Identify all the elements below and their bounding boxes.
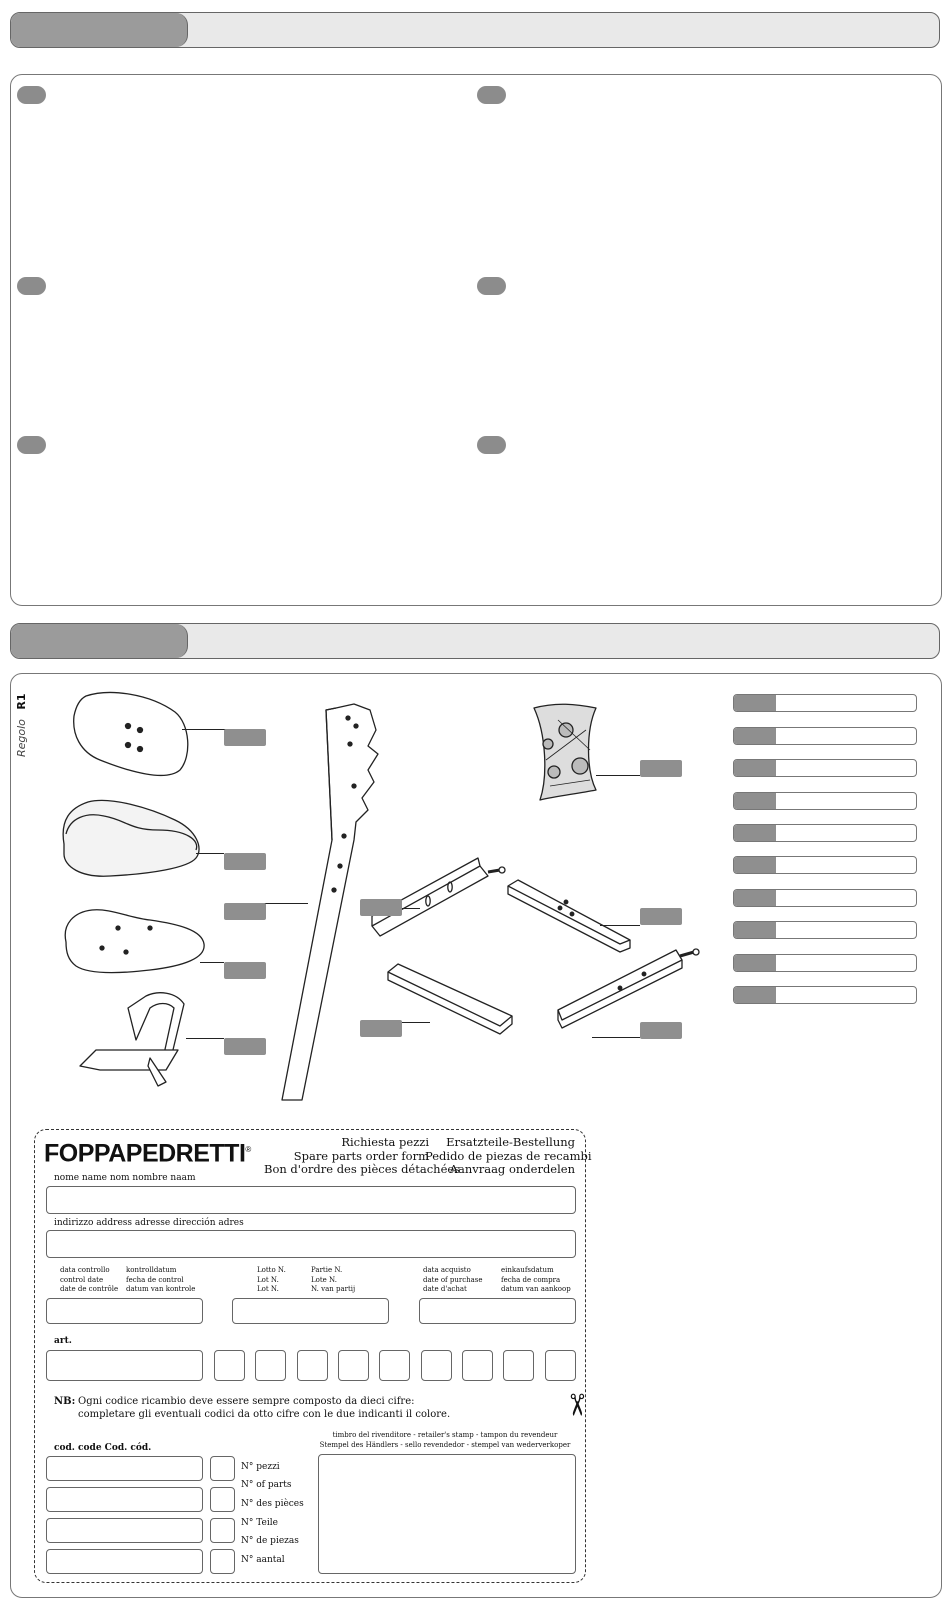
- section-header-bar-parts: [10, 623, 940, 659]
- address-label: indirizzo address adresse dirección adres: [54, 1218, 244, 1228]
- parts-legend-row: [733, 694, 917, 712]
- part-seat-cushioned: [63, 800, 199, 876]
- parts-legend-row: [733, 889, 917, 907]
- pieces-label: N° de piezas: [241, 1536, 299, 1546]
- pieces-label: N° des pièces: [241, 1499, 304, 1509]
- scissors-icon: ✂: [558, 1392, 594, 1418]
- control-date-label: data controllo control date date de contrôle: [60, 1266, 119, 1293]
- language-marker: [477, 86, 506, 104]
- section-header-tab: [11, 13, 188, 47]
- article-field[interactable]: [46, 1350, 203, 1381]
- part-label-footrest: [224, 1038, 266, 1055]
- leader-line: [186, 1038, 224, 1039]
- parts-legend-row: [733, 921, 917, 939]
- brand-logo: FOPPAPEDRETTI®: [44, 1139, 251, 1168]
- stamp-label-line2: Stempel des Händlers - sello revendedor - stempel van wederverkoper: [319, 1441, 571, 1449]
- parts-legend-row: [733, 727, 917, 745]
- quantity-field[interactable]: [210, 1456, 235, 1481]
- code-label: cod. code Cod. cód.: [54, 1443, 152, 1453]
- section-header-bar-top: [10, 12, 940, 48]
- pieces-label: N° pezzi: [241, 1462, 280, 1472]
- section-header-tab: [11, 624, 188, 658]
- part-label-crossbar-lower-right: [640, 1022, 682, 1039]
- purchase-date-label-alt: einkaufsdatum fecha de compra datum van aankoop: [501, 1266, 571, 1293]
- retailer-stamp-box[interactable]: [318, 1454, 576, 1574]
- part-footrest: [128, 993, 184, 1054]
- part-code-field[interactable]: [46, 1549, 203, 1574]
- part-label-crossbar-upper-left: [360, 899, 402, 916]
- part-crossbar: [558, 950, 682, 1020]
- code-digit-box[interactable]: [421, 1350, 452, 1381]
- name-field[interactable]: [46, 1186, 576, 1214]
- code-digit-box[interactable]: [338, 1350, 369, 1381]
- leader-line: [596, 775, 640, 776]
- quantity-field[interactable]: [210, 1518, 235, 1543]
- address-field[interactable]: [46, 1230, 576, 1258]
- name-label: nome name nom nombre naam: [54, 1173, 196, 1183]
- code-digit-box[interactable]: [379, 1350, 410, 1381]
- leader-line: [196, 853, 224, 854]
- language-marker: [477, 436, 506, 454]
- part-hardware-bag: [534, 704, 596, 800]
- parts-legend-row: [733, 856, 917, 874]
- part-label-hardware-bag: [640, 760, 682, 777]
- leader-line: [182, 729, 226, 730]
- pieces-label: N° aantal: [241, 1555, 285, 1565]
- language-marker: [17, 436, 46, 454]
- nb-label: NB:: [54, 1396, 76, 1407]
- purchase-date-label: data acquisto date of purchase date d'achat: [423, 1266, 483, 1293]
- code-digit-box[interactable]: [462, 1350, 493, 1381]
- part-seat-plate: [65, 910, 204, 973]
- pieces-label: N° of parts: [241, 1480, 292, 1490]
- part-label-side-upright: [224, 903, 266, 920]
- part-label-crossbar-lower-left: [360, 1020, 402, 1037]
- parts-legend-row: [733, 986, 917, 1004]
- pieces-label: N° Teile: [241, 1518, 278, 1528]
- part-crossbar: [508, 880, 630, 944]
- part-code-field[interactable]: [46, 1456, 203, 1481]
- stamp-label-line1: timbro del rivenditore - retailer's stamp - tampon du revendeur: [332, 1431, 558, 1439]
- parts-legend-row: [733, 954, 917, 972]
- lot-label-alt: Partie N. Lote N. N. van partij: [311, 1266, 356, 1293]
- language-marker: [17, 277, 46, 295]
- leader-line: [402, 908, 420, 909]
- leader-line: [600, 925, 640, 926]
- model-code: R1: [15, 693, 28, 710]
- form-title-left: Richiesta pezzi Spare parts order form Bon d'ordre des pièces détachées: [264, 1135, 461, 1176]
- leader-line: [264, 903, 308, 904]
- control-date-label-alt: kontrolldatum fecha de control datum van kontrole: [126, 1266, 196, 1293]
- leader-line: [592, 1037, 640, 1038]
- language-marker: [17, 86, 46, 104]
- part-backrest: [74, 693, 188, 776]
- lot-number-field[interactable]: [232, 1298, 389, 1324]
- nb-note-line2: completare gli eventuali codici da otto cifre con le due indicanti il colore.: [78, 1409, 451, 1420]
- spare-parts-order-form: [34, 1129, 594, 1583]
- quantity-field[interactable]: [210, 1487, 235, 1512]
- instructions-panel: [10, 74, 942, 606]
- code-digit-box[interactable]: [297, 1350, 328, 1381]
- code-digit-box[interactable]: [214, 1350, 245, 1381]
- part-crossbar: [388, 964, 512, 1026]
- part-code-field[interactable]: [46, 1518, 203, 1543]
- form-title-right: Ersatzteile-Bestellung Pedido de piezas de recambi Aanvraag onderdelen: [425, 1135, 592, 1176]
- control-date-field[interactable]: [46, 1298, 203, 1324]
- purchase-date-field[interactable]: [419, 1298, 576, 1324]
- model-name: Regolo: [15, 719, 28, 757]
- lot-label: Lotto N. Lot N. Lot N.: [257, 1266, 286, 1293]
- code-digit-box[interactable]: [255, 1350, 286, 1381]
- leader-line: [200, 962, 224, 963]
- leader-line: [402, 1022, 430, 1023]
- parts-legend-row: [733, 759, 917, 777]
- art-label: art.: [54, 1336, 72, 1346]
- parts-legend-row: [733, 792, 917, 810]
- part-code-field[interactable]: [46, 1487, 203, 1512]
- part-label-seat-cushioned: [224, 853, 266, 870]
- code-digit-box[interactable]: [545, 1350, 576, 1381]
- code-digit-box[interactable]: [503, 1350, 534, 1381]
- part-label-crossbar-upper-right: [640, 908, 682, 925]
- parts-legend-row: [733, 824, 917, 842]
- nb-note-line1: Ogni codice ricambio deve essere sempre composto da dieci cifre:: [78, 1396, 415, 1407]
- part-label-backrest: [224, 729, 266, 746]
- language-marker: [477, 277, 506, 295]
- part-label-seat-plate: [224, 962, 266, 979]
- quantity-field[interactable]: [210, 1549, 235, 1574]
